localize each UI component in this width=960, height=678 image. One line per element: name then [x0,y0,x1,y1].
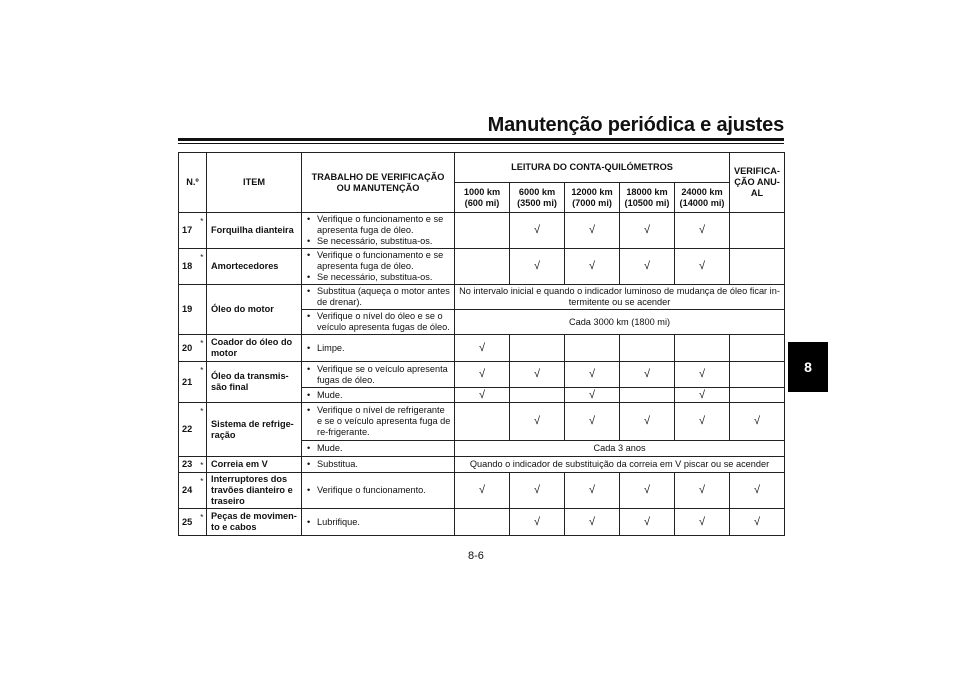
item-name: Peças de movimen-to e cabos [207,509,302,536]
work-description: • Limpe. [302,335,455,362]
cell-empty [730,213,785,249]
page-number: 8-6 [468,550,484,562]
check-mark: √ [620,362,675,388]
table-row [179,473,785,509]
star-mark: * [198,457,207,473]
interval-3: 12000 km (7000 mi) [565,183,620,213]
check-mark: √ [565,473,620,509]
work-description: • Substitua. [302,457,455,473]
header-work: TRABALHO DE VERIFICAÇÃO OU MANUTENÇÃO [302,153,455,213]
cell-empty [730,335,785,362]
cell-empty [620,335,675,362]
row-number: 18 [179,249,198,285]
cell-empty [455,213,510,249]
item-name: Correia em V [207,457,302,473]
table-row [179,249,785,285]
header-item: ITEM [207,153,302,213]
check-mark: √ [565,403,620,441]
check-mark: √ [730,403,785,441]
row-number: 19 [179,285,198,335]
interval-4: 18000 km (10500 mi) [620,183,675,213]
page-title: Manutenção periódica e ajustes [487,114,784,136]
check-mark: √ [620,509,675,536]
check-mark: √ [730,473,785,509]
check-mark: √ [455,335,510,362]
star-mark: * [198,335,207,362]
interval-2: 6000 km (3500 mi) [510,183,565,213]
cell-empty [455,403,510,441]
table-row [179,362,785,388]
cell-empty [730,388,785,403]
interval-note: No intervalo inicial e quando o indicador luminoso de mudança de óleo ficar in-termitente ou se acender [455,285,785,310]
check-mark: √ [510,249,565,285]
table-row [179,403,785,441]
check-mark: √ [455,362,510,388]
table-row [179,285,785,310]
row-number: 23 [179,457,198,473]
work-description: • Verifique o nível de refrigerante e se o veículo apresenta fuga de re-frigerante. [302,403,455,441]
cell-empty [455,509,510,536]
check-mark: √ [620,403,675,441]
interval-note: Quando o indicador de substituição da correia em V piscar ou se acender [455,457,785,473]
check-mark: √ [675,362,730,388]
check-mark: √ [510,473,565,509]
table-row [179,335,785,362]
cell-empty [675,335,730,362]
table-row [179,509,785,536]
work-description: • Verifique o funcionamento e se apresenta fuga de óleo. • Se necessário, substitua-os. [302,249,455,285]
row-number: 21 [179,362,198,403]
check-mark: √ [675,249,730,285]
row-number: 25 [179,509,198,536]
work-description: • Verifique se o veículo apresenta fugas de óleo. [302,362,455,388]
star-mark: * [198,249,207,285]
check-mark: √ [565,213,620,249]
row-number: 17 [179,213,198,249]
row-number: 20 [179,335,198,362]
check-mark: √ [455,388,510,403]
check-mark: √ [675,388,730,403]
item-name: Sistema de refrige-ração [207,403,302,457]
interval-1: 1000 km (600 mi) [455,183,510,213]
chapter-tab-label: 8 [804,359,812,375]
check-mark: √ [565,249,620,285]
item-name: Óleo do motor [207,285,302,335]
cell-empty [510,335,565,362]
header-odometer: LEITURA DO CONTA-QUILÓMETROS [455,153,730,183]
item-name: Coador do óleo do motor [207,335,302,362]
work-description: • Lubrifique. [302,509,455,536]
cell-empty [455,249,510,285]
work-description: • Verifique o nível do óleo e se o veículo apresenta fugas de óleo. [302,310,455,335]
check-mark: √ [565,388,620,403]
check-mark: √ [565,509,620,536]
item-name: Óleo da transmis-são final [207,362,302,403]
check-mark: √ [620,473,675,509]
cell-empty [620,388,675,403]
cell-empty [510,388,565,403]
maintenance-table [178,152,785,536]
table-row [179,213,785,249]
chapter-tab [788,342,828,392]
item-name: Forquilha dianteira [207,213,302,249]
check-mark: √ [675,213,730,249]
check-mark: √ [675,473,730,509]
cell-empty [730,362,785,388]
star-mark: * [198,213,207,249]
star-mark: * [198,509,207,536]
star-empty [198,285,207,335]
star-mark: * [198,403,207,457]
item-name: Amortecedores [207,249,302,285]
check-mark: √ [675,403,730,441]
star-mark: * [198,362,207,403]
check-mark: √ [565,362,620,388]
interval-note: Cada 3000 km (1800 mi) [455,310,785,335]
row-number: 24 [179,473,198,509]
star-mark: * [198,473,207,509]
check-mark: √ [675,509,730,536]
work-description: • Mude. [302,388,455,403]
table-row [179,457,785,473]
work-description: • Mude. [302,441,455,457]
header-num: N.º [179,153,207,213]
check-mark: √ [510,509,565,536]
interval-5: 24000 km (14000 mi) [675,183,730,213]
check-mark: √ [510,403,565,441]
check-mark: √ [455,473,510,509]
check-mark: √ [510,362,565,388]
check-mark: √ [730,509,785,536]
header-row [179,153,785,183]
title-rule-thin [178,143,784,144]
cell-empty [730,249,785,285]
work-description: • Verifique o funcionamento e se apresenta fuga de óleo. • Se necessário, substitua-os. [302,213,455,249]
item-name: Interruptores dos travões dianteiro e traseiro [207,473,302,509]
work-description: • Verifique o funcionamento. [302,473,455,509]
header-annual: VERIFICA-ÇÃO ANU-AL [730,153,785,213]
title-rule [178,138,784,141]
row-number: 22 [179,403,198,457]
interval-note: Cada 3 anos [455,441,785,457]
check-mark: √ [620,213,675,249]
check-mark: √ [620,249,675,285]
cell-empty [565,335,620,362]
work-description: • Substitua (aqueça o motor antes de drenar). [302,285,455,310]
check-mark: √ [510,213,565,249]
